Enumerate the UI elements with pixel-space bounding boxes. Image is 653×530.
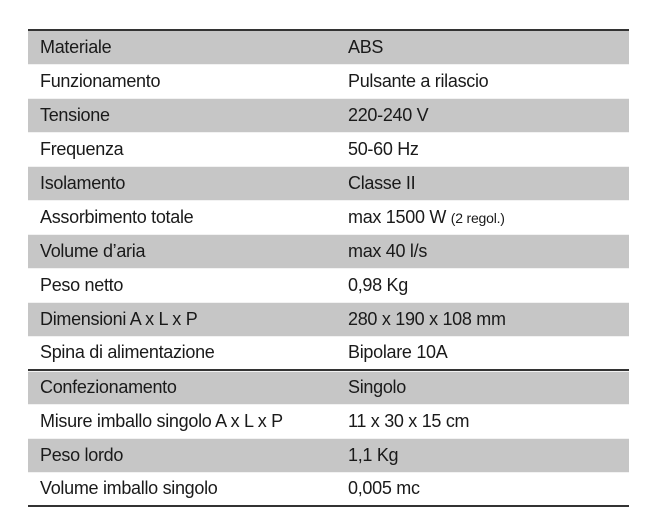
spec-row-materiale (28, 30, 629, 64)
spec-value: Pulsante a rilascio (348, 64, 629, 98)
spec-value: 0,005 mc (348, 472, 629, 506)
spec-label: Isolamento (28, 166, 348, 200)
spec-row-peso-netto (28, 268, 629, 302)
spec-value: max 40 l/s (348, 234, 629, 268)
spec-value: ABS (348, 37, 384, 57)
spec-label: Confezionamento (28, 370, 348, 404)
spec-value: max 1500 W (2 regol.) (348, 200, 629, 234)
spec-label: Peso netto (28, 268, 348, 302)
spec-row-isolamento (28, 166, 629, 200)
spec-row-peso-lordo (28, 438, 629, 472)
spec-row-confezionamento (28, 370, 629, 404)
spec-label: Materiale (40, 37, 112, 57)
spec-value: 0,98 Kg (348, 268, 629, 302)
spec-value: 11 x 30 x 15 cm (348, 404, 629, 438)
spec-label: Dimensioni A x L x P (28, 302, 348, 336)
spec-row-misure-imballo (28, 404, 629, 438)
spec-table (28, 29, 629, 507)
spec-value: Bipolare 10A (348, 336, 629, 370)
spec-value: 220-240 V (348, 98, 629, 132)
spec-label: Spina di alimentazione (28, 336, 348, 370)
spec-label: Frequenza (28, 132, 348, 166)
spec-value: Classe II (348, 166, 629, 200)
spec-value: Singolo (348, 370, 629, 404)
spec-value: 50-60 Hz (348, 132, 629, 166)
spec-row-volume-imballo (28, 472, 629, 506)
spec-row-dimensioni (28, 302, 629, 336)
spec-label: Volume d’aria (28, 234, 348, 268)
spec-row-spina (28, 336, 629, 370)
spec-row-funzionamento (28, 64, 629, 98)
spec-label: Tensione (28, 98, 348, 132)
spec-note: (2 regol.) (450, 209, 505, 226)
spec-row-assorbimento (28, 200, 629, 234)
spec-row-tensione (28, 98, 629, 132)
spec-row-frequenza (28, 132, 629, 166)
spec-label: Assorbimento totale (28, 200, 348, 234)
spec-label: Volume imballo singolo (28, 472, 348, 506)
spec-label: Peso lordo (28, 438, 348, 472)
spec-value: 1,1 Kg (348, 438, 629, 472)
spec-row-volume-aria (28, 234, 629, 268)
spec-label: Funzionamento (28, 64, 348, 98)
spec-label: Misure imballo singolo A x L x P (28, 404, 348, 438)
spec-value: 280 x 190 x 108 mm (348, 302, 629, 336)
